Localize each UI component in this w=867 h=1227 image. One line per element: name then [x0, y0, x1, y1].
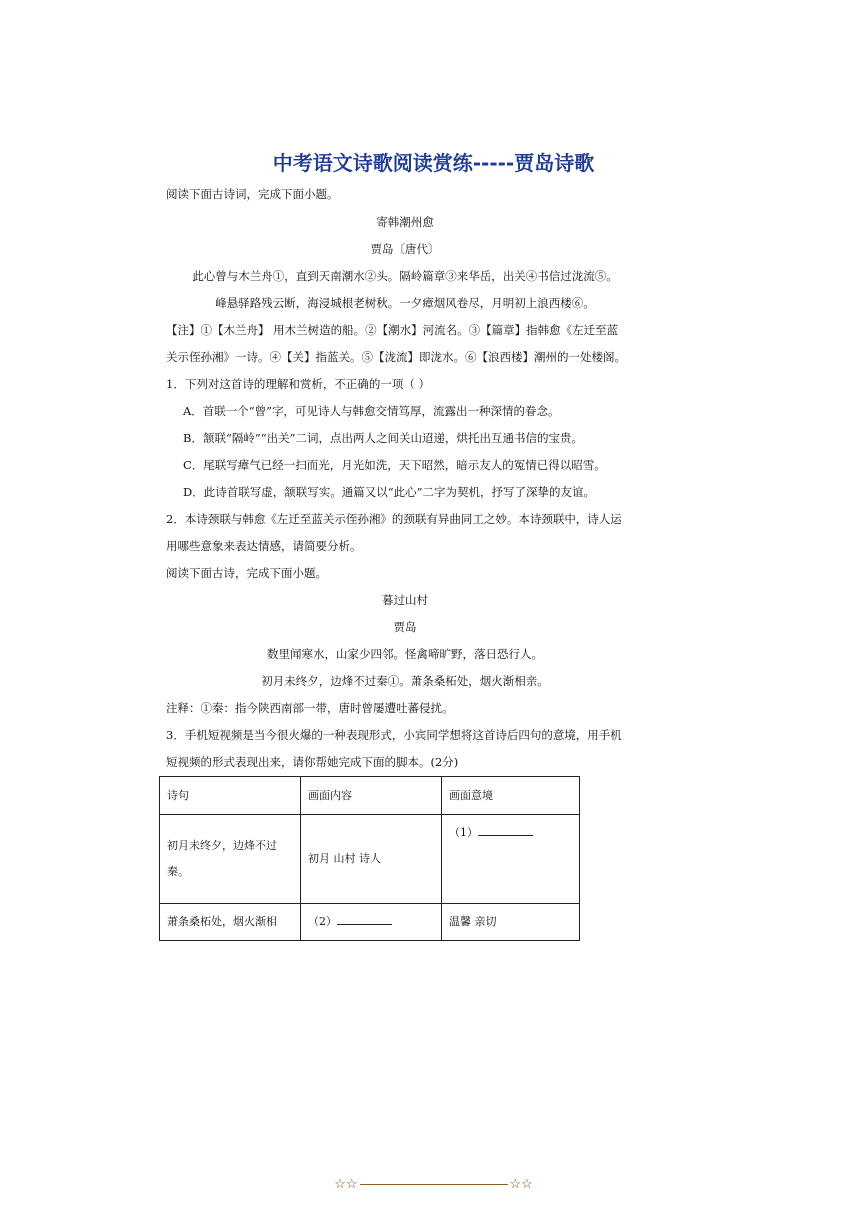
question-3-line-b: 短视频的形式表现出来，请你帮她完成下面的脚本。(2分) — [166, 755, 459, 769]
poem1-line-1: 此心曾与木兰舟①，直到天南潮水②头。隔岭篇章③来华岳，出关④书信过泷流⑤。 — [192, 269, 618, 283]
page-footer — [0, 1177, 867, 1193]
poem1-note-b: 关示侄孙湘》一诗。④【关】指蓝关。⑤【泷流】即泷水。⑥【浪西楼】潮州的一处楼阁。 — [166, 350, 626, 364]
intro-text-2: 阅读下面古诗，完成下面小题。 — [166, 566, 327, 580]
script-table — [159, 776, 580, 941]
question-2-line-a: 2．本诗颈联与韩愈《左迁至蓝关示侄孙湘》的颈联有异曲同工之妙。本诗颈联中，诗人运 — [166, 512, 622, 526]
table-row — [160, 904, 580, 941]
poem2-author: 贾岛 — [393, 620, 417, 634]
table-cell-content: 初月 山村 诗人 — [301, 815, 442, 904]
star-icon: ☆☆ — [334, 1177, 358, 1192]
table-header-row — [160, 777, 580, 815]
question-1-option-c: C．尾联写瘴气已经一扫而光，月光如洗，天下昭然，暗示友人的冤情已得以昭雪。 — [183, 458, 606, 472]
question-1-option-b: B．颔联“隔岭”“出关”二词，点出两人之间关山迢递，烘托出互通书信的宝贵。 — [183, 431, 583, 445]
answer-blank-1[interactable] — [478, 823, 533, 836]
verse-line: 初月未终夕，边烽不过 — [167, 839, 277, 852]
blank-label: （2） — [308, 915, 337, 928]
table-cell-verse: 萧条桑柘处，烟火渐相 — [160, 904, 301, 941]
question-1-stem: 1．下列对这首诗的理解和赏析，不正确的一项（ ） — [166, 377, 430, 391]
table-cell-verse — [160, 815, 301, 904]
table-cell-mood — [442, 815, 580, 904]
poem1-note-a: 【注】①【木兰舟】 用木兰树造的船。②【潮水】河流名。③【篇章】指韩愈《左迁至蓝 — [166, 323, 619, 337]
star-icon: ☆☆ — [509, 1177, 533, 1192]
intro-text-1: 阅读下面古诗词，完成下面小题。 — [166, 187, 339, 201]
question-2-line-b: 用哪些意象来表达情感，请简要分析。 — [166, 539, 362, 553]
table-header-cell: 画面意境 — [442, 777, 580, 815]
blank-label: （1） — [449, 826, 478, 839]
poem1-line-2: 峰悬驿路残云断，海浸城根老树秋。一夕瘴烟风卷尽，月明初上浪西楼⑥。 — [215, 296, 595, 310]
verse-line: 秦。 — [167, 865, 189, 878]
footer-divider — [360, 1184, 508, 1185]
question-1-option-d: D．此诗首联写虚，颔联写实。通篇又以“此心”二字为契机，抒写了深挚的友谊。 — [183, 485, 595, 499]
poem1-title: 寄韩潮州愈 — [376, 215, 434, 229]
poem2-note: 注释：①秦：指今陕西南部一带，唐时曾屡遭吐蕃侵扰。 — [166, 701, 454, 715]
poem2-line-1: 数里闻寒水，山家少四邻。怪禽啼旷野，落日恐行人。 — [267, 647, 543, 661]
table-header-cell: 诗句 — [160, 777, 301, 815]
answer-blank-2[interactable] — [337, 912, 392, 925]
table-header-cell: 画面内容 — [301, 777, 442, 815]
question-3-line-a: 3．手机短视频是当今很火爆的一种表现形式，小宾同学想将这首诗后四句的意境，用手机 — [166, 728, 622, 742]
question-1-option-a: A．首联一个“曾”字，可见诗人与韩愈交情笃厚，流露出一种深情的眷念。 — [183, 404, 560, 418]
poem2-line-2: 初月未终夕，边烽不过秦①。萧条桑柘处，烟火渐相亲。 — [261, 674, 549, 688]
poem2-title: 暮过山村 — [382, 593, 428, 607]
poem1-author: 贾岛〔唐代〕 — [370, 242, 440, 256]
table-row — [160, 815, 580, 904]
table-cell-mood: 温馨 亲切 — [442, 904, 580, 941]
table-cell-content — [301, 904, 442, 941]
page-title: 中考语文诗歌阅读赏练-----贾岛诗歌 — [272, 151, 595, 175]
